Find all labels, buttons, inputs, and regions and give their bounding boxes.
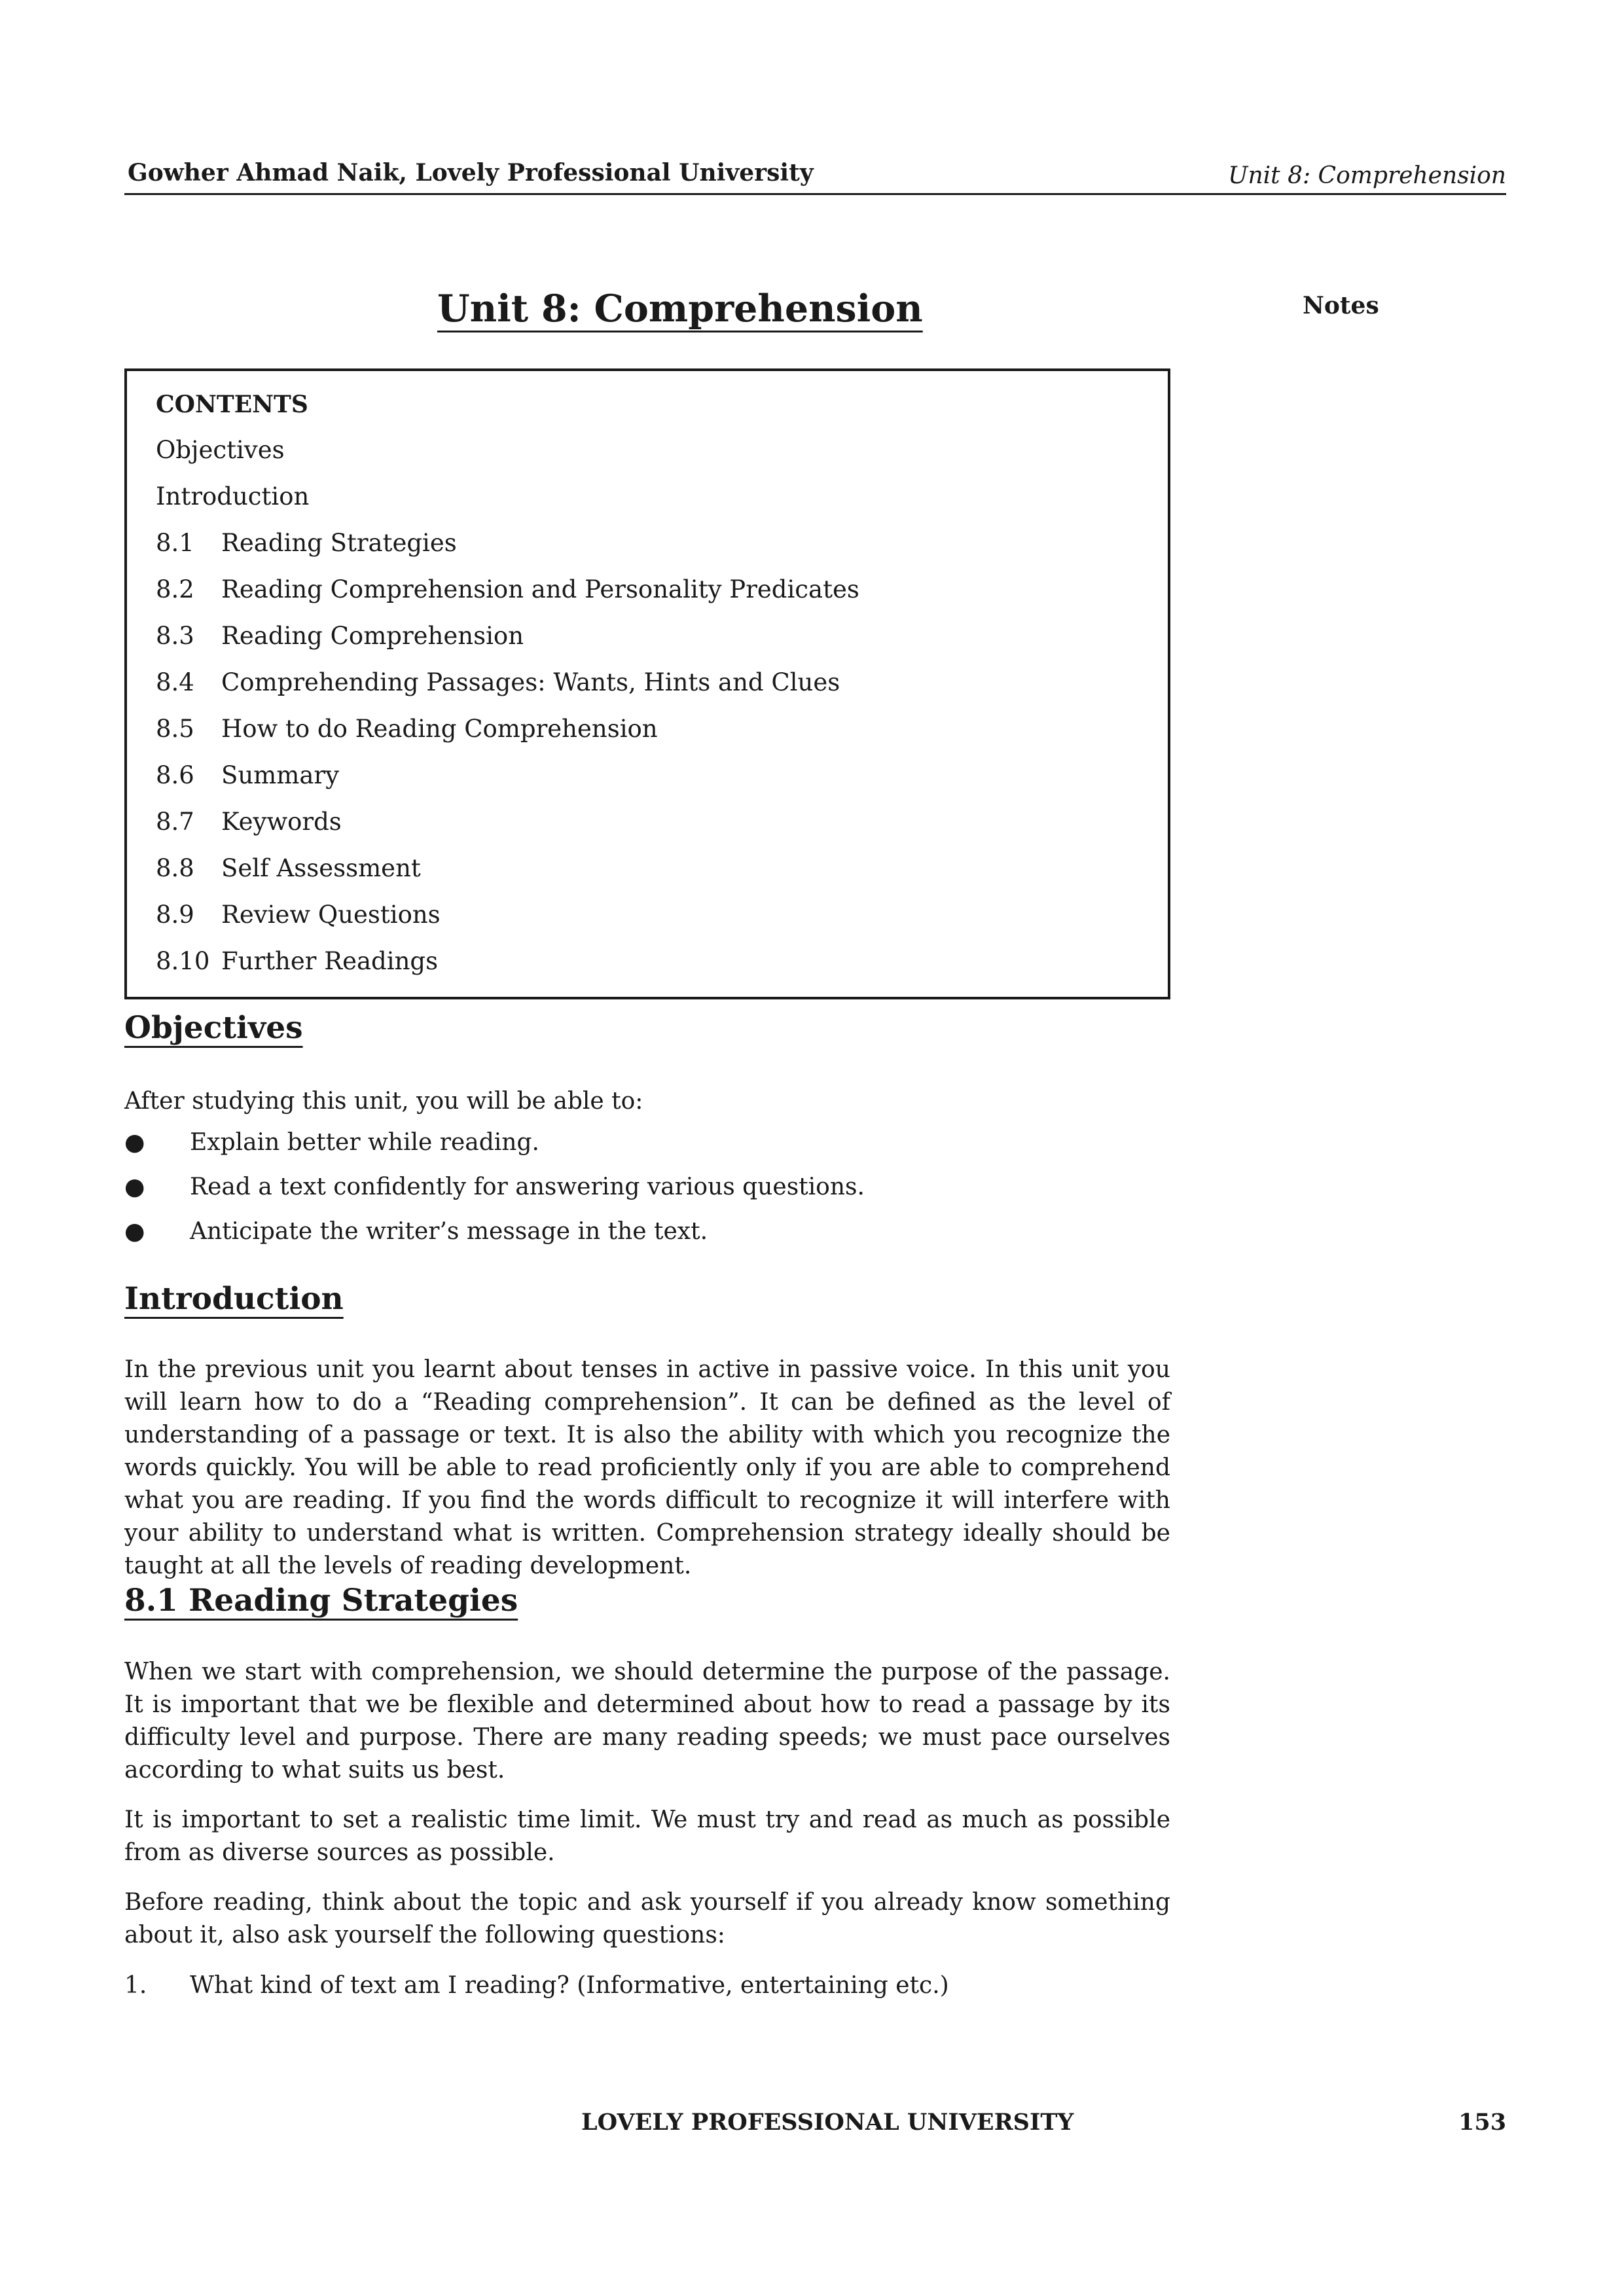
- objectives-heading: Objectives: [124, 1010, 303, 1046]
- contents-item-introduction[interactable]: [156, 482, 309, 511]
- contents-item-label: Reading Comprehension: [221, 622, 524, 650]
- contents-item-label: Further Readings: [221, 947, 439, 975]
- contents-item-8-10[interactable]: [156, 947, 438, 975]
- bullet-icon: ●: [124, 1218, 145, 1245]
- contents-item-number: 8.3: [156, 622, 194, 650]
- contents-item-label: Summary: [221, 761, 339, 789]
- contents-item-8-7[interactable]: [156, 808, 342, 836]
- list-number: 1.: [124, 1972, 147, 1999]
- contents-item-label: Reading Comprehension and Personality Predicates: [221, 575, 859, 603]
- introduction-heading: Introduction: [124, 1281, 344, 1317]
- introduction-paragraph: In the previous unit you learnt about tenses in active in passive voice. In this unit you will learn how to do a “Reading comprehension”. It can be defined as the level of understanding of a passage or text. It is also the ability with which you recognize the words quickly. You will be able to read proficiently only if you are able to comprehend what you are reading. If you find the words difficult to recognize it will interfere with your ability to understand what is written. Comprehension strategy ideally should be taught at all the levels of reading development.: [124, 1356, 1170, 1579]
- section-8-1-paragraph: Before reading, think about the topic and ask yourself if you already know something about it, also ask yourself the following questions:: [124, 1889, 1170, 1948]
- section-8-1-heading: 8.1 Reading Strategies: [124, 1583, 518, 1619]
- contents-item-label: Reading Strategies: [221, 529, 457, 557]
- contents-item-8-6[interactable]: [156, 761, 339, 789]
- contents-item-number: 8.5: [156, 715, 194, 743]
- contents-item-label: Comprehending Passages: Wants, Hints and Clues: [221, 668, 840, 696]
- section-8-1-paragraph: When we start with comprehension, we should determine the purpose of the passage. It is important that we be flexible and determined about how to read a passage by its difficulty level and purpose. There are many reading speeds; we must pace ourselves according to what suits us best.: [124, 1659, 1170, 1784]
- contents-item-8-1[interactable]: [156, 529, 457, 557]
- numbered-list-item: 1. What kind of text am I reading? (Informative, entertaining etc.): [124, 1972, 949, 1999]
- bullet-icon: ●: [124, 1174, 145, 1200]
- contents-item-label: How to do Reading Comprehension: [221, 715, 658, 743]
- objective-bullet: ● Anticipate the writer’s message in the text.: [124, 1218, 708, 1245]
- contents-item-number: 8.10: [156, 947, 210, 975]
- contents-item-number: 8.2: [156, 575, 194, 603]
- contents-item-label: Review Questions: [221, 901, 441, 929]
- contents-item-8-9[interactable]: [156, 901, 441, 929]
- section-8-1-paragraph: It is important to set a realistic time limit. We must try and read as much as possible from as diverse sources as possible.: [124, 1806, 1170, 1866]
- contents-item-8-8[interactable]: [156, 854, 421, 882]
- header-rule: [124, 193, 1506, 195]
- running-header-unit: Unit 8: Comprehension: [1228, 162, 1506, 189]
- running-header-author: Gowher Ahmad Naik, Lovely Professional University: [128, 159, 814, 187]
- contents-item-number: 8.1: [156, 529, 194, 557]
- objective-bullet: ● Read a text confidently for answering various questions.: [124, 1174, 865, 1200]
- contents-item-8-3[interactable]: [156, 622, 524, 650]
- contents-item-8-4[interactable]: [156, 668, 840, 696]
- contents-item-number: 8.6: [156, 761, 194, 789]
- contents-item-label: Introduction: [156, 482, 310, 511]
- contents-item-number: 8.9: [156, 901, 194, 929]
- contents-heading: CONTENTS: [156, 391, 308, 418]
- contents-item-number: 8.4: [156, 668, 194, 696]
- bullet-icon: ●: [124, 1129, 145, 1156]
- contents-item-8-5[interactable]: [156, 715, 658, 743]
- page-title: Unit 8: Comprehension: [437, 287, 923, 331]
- contents-item-number: 8.7: [156, 808, 194, 836]
- footer-publisher: LOVELY PROFESSIONAL UNIVERSITY: [581, 2109, 1074, 2136]
- page-number: 153: [1458, 2109, 1507, 2136]
- contents-item-label: Keywords: [221, 808, 342, 836]
- contents-item-8-2[interactable]: [156, 575, 859, 603]
- contents-item-objectives[interactable]: [156, 436, 285, 464]
- objective-bullet: ● Explain better while reading.: [124, 1129, 539, 1156]
- contents-item-label: Objectives: [156, 436, 285, 464]
- contents-item-number: 8.8: [156, 854, 194, 882]
- notes-margin-label: Notes: [1303, 292, 1379, 319]
- contents-item-label: Self Assessment: [221, 854, 421, 882]
- objectives-intro: After studying this unit, you will be able to:: [124, 1088, 643, 1115]
